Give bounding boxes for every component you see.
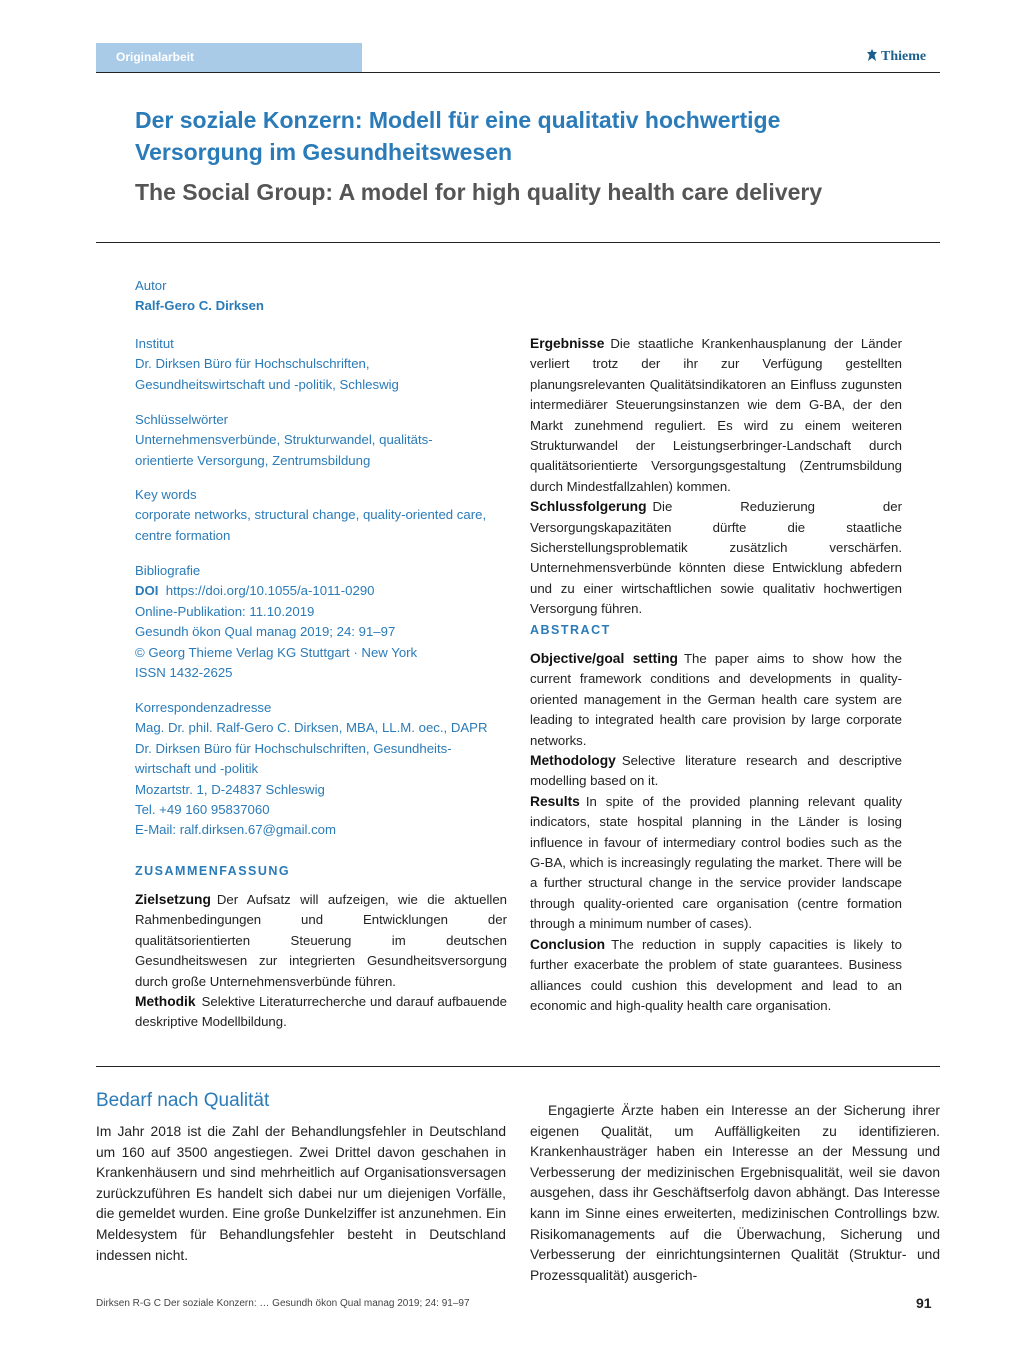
copyright: © Georg Thieme Verlag KG Stuttgart · New York bbox=[135, 644, 418, 660]
item-label: Zielsetzung bbox=[135, 892, 211, 907]
correspondence-email[interactable]: E-Mail: ralf.dirksen.67@gmail.com bbox=[135, 822, 336, 838]
correspondence-line: Tel. +49 160 95837060 bbox=[135, 802, 270, 818]
institute-line: Dr. Dirksen Büro für Hochschulschriften, bbox=[135, 356, 370, 372]
correspondence-line: Dr. Dirksen Büro für Hochschulschriften, Gesundheits- bbox=[135, 740, 452, 756]
keywords-en-line: corporate networks, structural change, quality-oriented care, bbox=[135, 507, 487, 523]
institute-line: Gesundheitswirtschaft und -politik, Schleswig bbox=[135, 376, 399, 392]
publisher-logo bbox=[866, 49, 926, 65]
doi-label: DOI bbox=[135, 583, 159, 599]
institute-label: Institut bbox=[135, 336, 174, 351]
item-label: Conclusion bbox=[530, 936, 606, 952]
section-heading: Bedarf nach Qualität bbox=[96, 1090, 270, 1111]
abstract-item bbox=[530, 935, 902, 1017]
section-tag: Originalarbeit bbox=[96, 43, 362, 72]
item-label: Results bbox=[530, 793, 580, 809]
publisher-name: Thieme bbox=[881, 49, 927, 64]
institute-block bbox=[135, 334, 515, 395]
keywords-de-label: Schlüsselwörter bbox=[135, 412, 229, 427]
abstract-item bbox=[530, 497, 902, 619]
keywords-de-line: orientierte Versorgung, Zentrumsbildung bbox=[135, 452, 371, 468]
item-text: Die Reduzierung der Versorgungskapazitäten dürfte die staatliche Sicherstellungsproblematik zusätzlich verschärfen. Unternehmensverbünde könnten diese Entwicklung abfedern und zu einer wirtschaftlichen sowie qualitativ hochwertigen Versorgung führen. bbox=[530, 499, 902, 617]
body-left-column: Im Jahr 2018 ist die Zahl der Behandlungsfehler in Deutschland um 160 auf 3500 angestiegen. Zwei Drittel davon geschahen in Krankenhäusern und sind mehrheitlich auf Organisationsversagen zurückzuführen Es handelt sich dabei nur um diejenigen Vorfälle, die gemeldet wurden. Eine große Dunkelziffer ist anzunehmen. Ein Meldesystem für Behandlungsfehler besteht in Deutschland indessen nicht. bbox=[96, 1124, 506, 1263]
abstract-item bbox=[135, 890, 507, 992]
keywords-en-label: Key words bbox=[135, 487, 197, 502]
abstract-rule bbox=[96, 1066, 940, 1067]
item-label: Methodology bbox=[530, 753, 616, 769]
footer-citation: Dirksen R-G C Der soziale Konzern: … Gesundh ökon Qual manag 2019; 24: 91–97 bbox=[96, 1298, 470, 1309]
item-text: Die staatliche Krankenhausplanung der Länder verliert trotz der ihr zur Verfügung gestellten planungsrelevanten Qualitätsindikatoren an Einfluss zugunsten intermediärer Steuerungsinstanzen wie dem G-BA, der den Markt zunehmend reguliert. Es wird zu einem weiteren Strukturwandel der Leistungserbringer-Landschaft durch qualitätsorientierte Versorgungsgestaltung (Zentrumsbildung durch Mindestfallzahlen) kommen. bbox=[530, 336, 902, 494]
author-block bbox=[135, 276, 515, 317]
correspondence-block bbox=[135, 698, 515, 841]
doi-link[interactable]: https://doi.org/10.1055/a-1011-0290 bbox=[165, 583, 375, 599]
issn: ISSN 1432-2625 bbox=[135, 665, 233, 681]
correspondence-line: Mag. Dr. phil. Ralf-Gero C. Dirksen, MBA, LL.M. oec., DAPR bbox=[135, 720, 488, 736]
title-rule bbox=[96, 242, 940, 243]
header-rule bbox=[96, 72, 940, 73]
item-text: The reduction in supply capacities is likely to further exacerbate the problem of state guarantees. Business alliances could cushion this development and lead to an economic and high-quality health care organisation. bbox=[530, 936, 902, 1013]
abstract-heading: ABSTRACT bbox=[530, 623, 611, 637]
journal-citation: Gesundh ökon Qual manag 2019; 24: 91–97 bbox=[135, 624, 396, 640]
abstract-item bbox=[135, 992, 507, 1033]
bibliography-block bbox=[135, 561, 515, 683]
item-text: The paper aims to show how the current framework conditions and developments in quality-oriented management in the German health care system are leading to integrated health care provision by large corporate networks. bbox=[530, 651, 902, 748]
abstract-item bbox=[530, 334, 902, 497]
item-text: In spite of the provided planning relevant quality indicators, state hospital planning in the Länder is losing influence in favour of intermediary control bodies such as the G-BA, which is increasingly regulating the market. There will be a further structural change in the service provider landscape through quality-oriented care organisation (centre formation through a minimum number of cases). bbox=[530, 793, 902, 932]
item-label: Schlussfolgerung bbox=[530, 499, 647, 515]
keywords-en-line: centre formation bbox=[135, 527, 231, 543]
zusammenfassung-cont-text bbox=[530, 334, 902, 620]
abstract-text bbox=[530, 649, 902, 1016]
item-label: Objective/goal setting bbox=[530, 651, 678, 666]
zusammenfassung-text bbox=[135, 890, 507, 1033]
correspondence-line: Mozartstr. 1, D-24837 Schleswig bbox=[135, 781, 325, 797]
correspondence-label: Korrespondenzadresse bbox=[135, 700, 272, 715]
item-text: Der Aufsatz will aufzeigen, wie die aktuellen Rahmenbedingungen und Entwicklungen der qualitätsorientierten Steuerung im deutschen Gesundheitswesen zur integrierten Gesundheitsversorgung durch große Unternehmensverbünde führen. bbox=[135, 892, 507, 989]
zusammenfassung-heading: ZUSAMMENFASSUNG bbox=[135, 864, 291, 878]
keywords-de-line: Unternehmensverbünde, Strukturwandel, qualitäts- bbox=[135, 432, 433, 448]
item-label: Ergebnisse bbox=[530, 336, 605, 351]
abstract-item bbox=[530, 792, 902, 935]
item-text: Selektive Literaturrecherche und darauf aufbauende deskriptive Modellbildung. bbox=[135, 994, 507, 1030]
online-date: Online-Publikation: 11.10.2019 bbox=[135, 603, 315, 619]
abstract-item bbox=[530, 751, 902, 792]
author-label: Autor bbox=[135, 278, 167, 293]
author-name: Ralf-Gero C. Dirksen bbox=[135, 298, 264, 314]
title-german: Der soziale Konzern: Modell für eine qualitativ hochwertige Versorgung im Gesundheitswesen bbox=[135, 107, 781, 165]
abstract-item bbox=[530, 649, 902, 751]
item-label: Methodik bbox=[135, 994, 196, 1010]
correspondence-line: wirtschaft und -politik bbox=[135, 761, 259, 777]
body-right-column: Engagierte Ärzte haben ein Interesse an der Sicherung ihrer eigenen Qualität, um Auffälligkeiten zu identifizieren. Krankenhausträger haben ein Interesse an der Messung und Verbesserung der medizinischen Ergebnisqualität, weil sie davon ausgehen, dass ihr Geschäftserfolg davon abhängt. Das Interesse kann im Sinne eines erweiterten, medizinischen Controllings bzw. Risikomanagements auf die Überwachung, Sicherung und Verbesserung der einrichtungsinternen Qualität (Struktur- und Prozessqualität) ausgerich- bbox=[530, 1103, 940, 1283]
thieme-emblem-icon bbox=[866, 49, 878, 62]
bibliography-label: Bibliografie bbox=[135, 563, 201, 578]
keywords-en-block bbox=[135, 485, 515, 546]
page-number: 91 bbox=[916, 1295, 932, 1311]
keywords-de-block bbox=[135, 410, 515, 471]
doi-line bbox=[135, 581, 515, 601]
item-text: Selective literature research and descriptive modelling based on it. bbox=[530, 753, 902, 789]
title-english: The Social Group: A model for high quality health care delivery bbox=[135, 179, 823, 205]
